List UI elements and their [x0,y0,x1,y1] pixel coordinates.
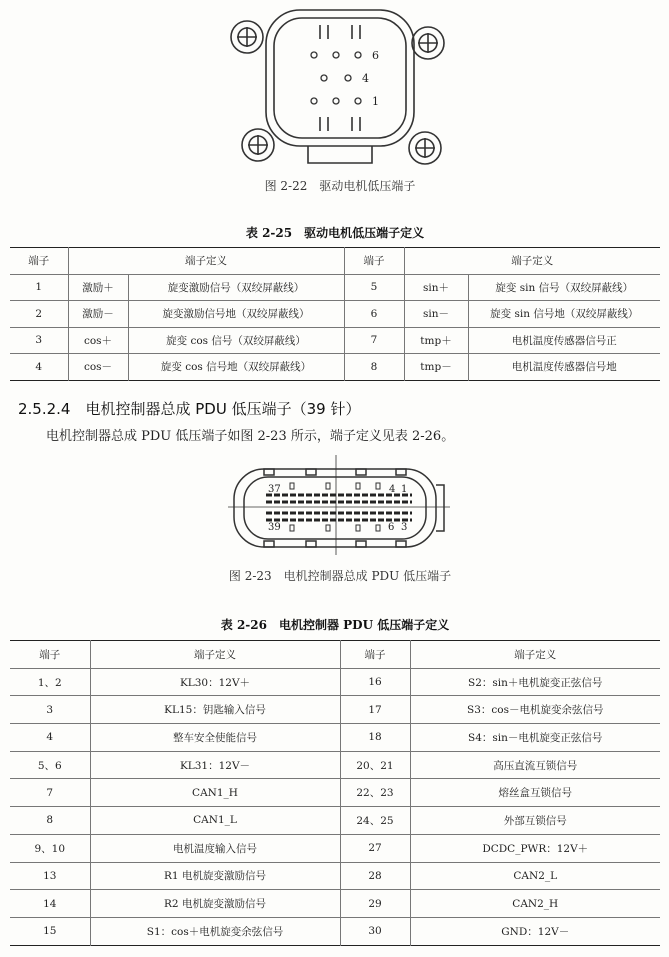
cell: 整车安全使能信号 [90,724,340,752]
cell: 30 [340,917,410,945]
cell: tmp＋ [404,327,468,354]
cell: CAN1_L [90,807,340,835]
cell: 旋变 sin 信号地（双绞屏蔽线） [468,301,660,328]
cell: 旋变激励信号地（双绞屏蔽线） [128,301,344,328]
pdu-connector-diagram [226,455,456,557]
cell: cos－ [68,354,128,381]
table-row [10,668,660,696]
cell: R2 电机旋变激励信号 [90,890,340,918]
cell: 8 [10,807,90,835]
cell: GND：12V－ [410,917,660,945]
cell: KL30：12V＋ [90,668,340,696]
header-definition: 端子定义 [90,641,340,669]
cell: 旋变 cos 信号（双绞屏蔽线） [128,327,344,354]
table-row [10,834,660,862]
table-row [10,696,660,724]
cell: 16 [340,668,410,696]
table-caption-2-25: 表 2-25 驱动电机低压端子定义 [245,226,425,240]
pin-label-6: 6 [388,522,395,533]
cell: tmp－ [404,354,468,381]
header-terminal: 端子 [344,248,404,275]
pin-label-4: 4 [389,484,396,495]
cell: 8 [344,354,404,381]
pin-label-1: 1 [372,95,379,108]
table-row [10,751,660,779]
cell: 激励＋ [68,274,128,301]
cell: 熔丝盒互锁信号 [410,779,660,807]
cell: S2：sin＋电机旋变正弦信号 [410,668,660,696]
cell: 旋变 sin 信号（双绞屏蔽线） [468,274,660,301]
motor-connector-diagram [220,5,460,173]
cell: 电机温度输入信号 [90,834,340,862]
cell: KL15：钥匙输入信号 [90,696,340,724]
figure-caption-2-23: 图 2-23 电机控制器总成 PDU 低压端子 [228,569,452,583]
cell: S3：cos－电机旋变余弦信号 [410,696,660,724]
pin-label-39: 39 [268,522,281,533]
table-row [10,724,660,752]
cell: CAN2_H [410,890,660,918]
cell: 13 [10,862,90,890]
cell: 电机温度传感器信号地 [468,354,660,381]
cell: 27 [340,834,410,862]
table-row [10,862,660,890]
pin-label-37: 37 [268,484,281,495]
cell: 5、6 [10,751,90,779]
cell: 电机温度传感器信号正 [468,327,660,354]
table-2-26 [10,640,660,946]
table-row [10,354,660,381]
cell: S4：sin－电机旋变正弦信号 [410,724,660,752]
pin-label-4: 4 [362,72,369,85]
cell: 6 [344,301,404,328]
table-header-row [10,248,660,275]
section-paragraph: 电机控制器总成 PDU 低压端子如图 2-23 所示，端子定义见表 2-26。 [46,429,455,444]
cell: 15 [10,917,90,945]
cell: 29 [340,890,410,918]
cell: 1、2 [10,668,90,696]
cell: 外部互锁信号 [410,807,660,835]
table-row [10,301,660,328]
header-terminal: 端子 [340,641,410,669]
table-caption-2-26: 表 2-26 电机控制器 PDU 低压端子定义 [220,618,450,632]
header-terminal: 端子 [10,641,90,669]
cell: 20、21 [340,751,410,779]
pin-label-6: 6 [372,49,379,62]
cell: cos＋ [68,327,128,354]
cell: 17 [340,696,410,724]
table-row [10,779,660,807]
header-definition: 端子定义 [404,248,660,275]
cell: 7 [10,779,90,807]
header-definition: 端子定义 [68,248,344,275]
cell: sin－ [404,301,468,328]
header-definition: 端子定义 [410,641,660,669]
table-row [10,890,660,918]
cell: 高压直流互锁信号 [410,751,660,779]
header-terminal: 端子 [10,248,68,275]
cell: 4 [10,724,90,752]
cell: KL31：12V－ [90,751,340,779]
table-row [10,807,660,835]
section-heading: 2.5.2.4 电机控制器总成 PDU 低压端子（39 针） [18,400,361,418]
table-row [10,327,660,354]
cell: 14 [10,890,90,918]
cell: 1 [10,274,68,301]
pin-label-3: 3 [401,522,408,533]
pin-label-1: 1 [401,484,408,495]
cell: DCDC_PWR：12V＋ [410,834,660,862]
cell: 激励－ [68,301,128,328]
cell: sin＋ [404,274,468,301]
cell: 9、10 [10,834,90,862]
cell: 2 [10,301,68,328]
cell: 旋变激励信号（双绞屏蔽线） [128,274,344,301]
table-2-25 [10,247,660,381]
table-row [10,274,660,301]
cell: 7 [344,327,404,354]
cell: 18 [340,724,410,752]
table-row [10,917,660,945]
cell: R1 电机旋变激励信号 [90,862,340,890]
table-header-row [10,641,660,669]
cell: 3 [10,327,68,354]
cell: S1：cos＋电机旋变余弦信号 [90,917,340,945]
cell: 3 [10,696,90,724]
cell: 22、23 [340,779,410,807]
cell: 28 [340,862,410,890]
cell: 24、25 [340,807,410,835]
cell: 4 [10,354,68,381]
cell: CAN2_L [410,862,660,890]
cell: CAN1_H [90,779,340,807]
cell: 5 [344,274,404,301]
cell: 旋变 cos 信号地（双绞屏蔽线） [128,354,344,381]
figure-caption-2-22: 图 2-22 驱动电机低压端子 [264,179,416,193]
